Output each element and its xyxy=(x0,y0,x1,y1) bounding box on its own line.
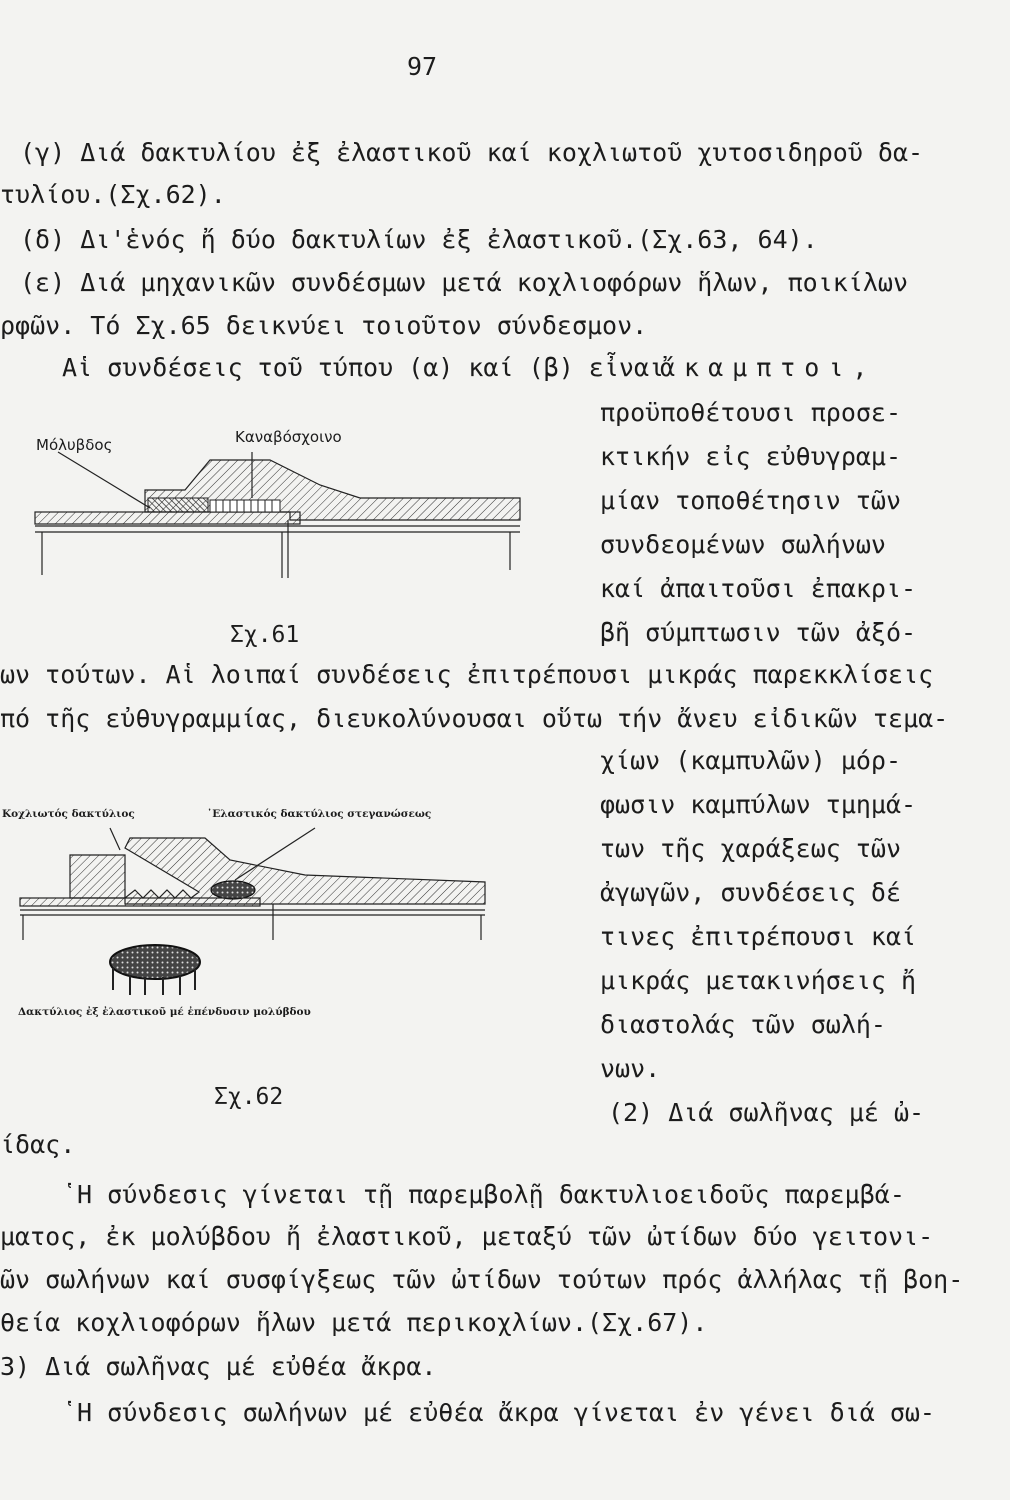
text-line: μίαν τοποθέτησιν τῶν xyxy=(600,486,902,515)
text-line: διαστολάς τῶν σωλή- xyxy=(600,1010,886,1039)
text-line: θεία κοχλιοφόρων ἥλων μετά περικοχλίων.(Σχ.67). xyxy=(0,1308,708,1337)
text-line: συνδεομένων σωλήνων xyxy=(600,530,886,559)
text-line-spaced: ἄκαμπτοι, xyxy=(660,353,877,382)
text-line: ἀγωγῶν, συνδέσεις δέ xyxy=(600,878,902,907)
figure62-label-screw-ring: Κοχλιωτός δακτύλιος xyxy=(2,808,135,820)
text-line: Αἱ συνδέσεις τοῦ τύπου (α) καί (β) εἶναι xyxy=(62,353,665,382)
text-line: τυλίου.(Σχ.62). xyxy=(0,180,226,209)
text-line: καί ἀπαιτοῦσι ἐπακρι- xyxy=(600,574,917,603)
text-line: ῾Η σύνδεσις γίνεται τῇ παρεμβολῇ δακτυλιοειδοῦς παρεμβά- xyxy=(62,1180,905,1209)
figure61-label-lead: Μόλυβδος xyxy=(36,436,113,454)
figure62-label-rubber-ring: ᾿Ελαστικός δακτύλιος στεγανώσεως xyxy=(207,808,432,820)
text-line: (ε) Διά μηχανικῶν συνδέσμων μετά κοχλιοφόρων ἥλων, ποικίλων xyxy=(20,268,909,297)
text-line: προϋποθέτουσι προσε- xyxy=(600,398,902,427)
page-number: 97 xyxy=(407,52,438,81)
text-line: κτικήν εἰς εὐθυγραμ- xyxy=(600,442,902,471)
figure61-label-hemp: Καναβόσχοινο xyxy=(235,428,342,446)
figure62-label-ring-detail: Δακτύλιος ἐξ ἐλαστικοῦ μέ ἐπένδυσιν μολύβδου xyxy=(18,1006,311,1018)
text-line: ματος, ἐκ μολύβδου ἤ ἐλαστικοῦ, μεταξύ τῶν ὠτίδων δύο γειτονι- xyxy=(0,1222,934,1251)
figure62-caption: Σχ.62 xyxy=(214,1084,284,1110)
text-line: ίδας. xyxy=(0,1130,76,1159)
text-line: φωσιν καμπύλων τμημά- xyxy=(600,790,917,819)
text-line: ρφῶν. Τό Σχ.65 δεικνύει τοιοῦτον σύνδεσμον. xyxy=(0,311,648,340)
text-line: (δ) Δι'ἑνός ἤ δύο δακτυλίων ἐξ ἐλαστικοῦ.(Σχ.63, 64). xyxy=(20,225,818,254)
figure62-pipe-joint-drawing xyxy=(15,820,505,1000)
text-line: νων. xyxy=(600,1054,661,1083)
text-line: πό τῆς εὐθυγραμμίας, διευκολύνουσαι οὕτω τήν ἄνευ εἰδικῶν τεμα- xyxy=(0,704,949,733)
text-line: (2) Διά σωλῆνας μέ ὠ- xyxy=(608,1098,925,1127)
text-line: χίων (καμπυλῶν) μόρ- xyxy=(600,746,902,775)
text-line: ῾Η σύνδεσις σωλήνων μέ εὐθέα ἄκρα γίνεται ἐν γένει διά σω- xyxy=(62,1398,935,1427)
text-line: 3) Διά σωλῆνας μέ εὐθέα ἄκρα. xyxy=(0,1352,437,1381)
figure61-pipe-joint-drawing xyxy=(20,440,540,590)
figure61-caption: Σχ.61 xyxy=(230,622,300,648)
text-line: τινες ἐπιτρέπουσι καί xyxy=(600,922,917,951)
text-line: των τῆς χαράξεως τῶν xyxy=(600,834,902,863)
text-line: (γ) Διά δακτυλίου ἐξ ἐλαστικοῦ καί κοχλιωτοῦ χυτοσιδηροῦ δα- xyxy=(20,138,924,167)
text-line: βῆ σύμπτωσιν τῶν ἀξό- xyxy=(600,618,917,647)
text-line: ων τούτων. Αἱ λοιπαί συνδέσεις ἐπιτρέπουσι μικράς παρεκκλίσεις xyxy=(0,660,934,689)
text-line: ῶν σωλήνων καί συσφίγξεως τῶν ὠτίδων τούτων πρός ἀλλήλας τῇ βοη- xyxy=(0,1265,964,1294)
text-line: μικράς μετακινήσεις ἤ xyxy=(600,966,917,995)
